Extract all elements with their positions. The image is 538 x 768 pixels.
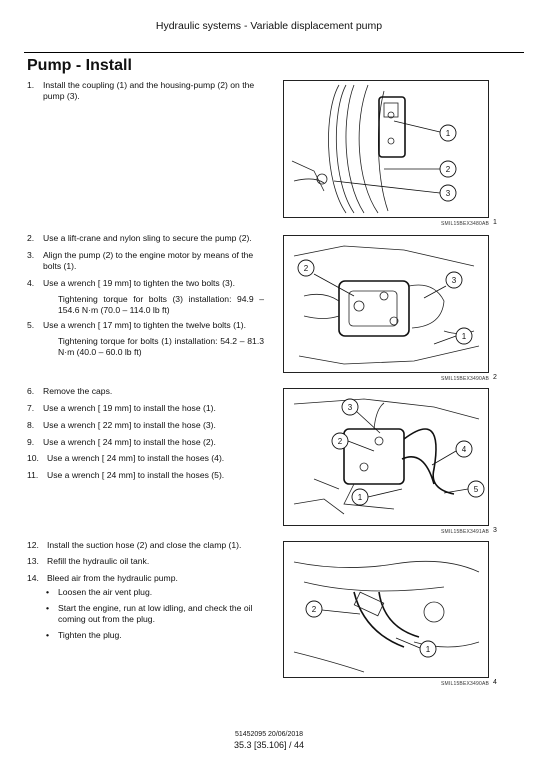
step-number: 6.	[27, 386, 35, 396]
step-number: 3.	[27, 250, 35, 260]
svg-text:2: 2	[311, 605, 317, 614]
step-text: Use a wrench [ 19 mm] to install the hose (1).	[43, 403, 216, 413]
step-9	[27, 437, 265, 448]
step-text: Use a wrench [ 24 mm] to install the hoses (4).	[47, 453, 225, 463]
step-10	[27, 453, 265, 464]
torque-note: Tightening torque for bolts (1) installation: 54.2 – 81.3 N·m (40.0 – 60.0 lb ft)	[58, 336, 264, 358]
step-text: Align the pump (2) to the engine motor by means of the bolts (1).	[43, 250, 254, 272]
bullet-dot: •	[46, 630, 50, 640]
figure-2-number: 2	[493, 374, 497, 381]
step-text: Use a lift-crane and nylon sling to secure the pump (2).	[43, 233, 252, 243]
figure-2-code: SMIL15BEX3490AB	[441, 376, 490, 382]
svg-text:2: 2	[303, 264, 309, 273]
step-number: 4.	[27, 278, 35, 288]
step-12	[27, 540, 265, 551]
step-1	[27, 80, 265, 102]
step-number: 12.	[27, 540, 39, 550]
bullet-text: Tighten the plug.	[58, 630, 122, 640]
step-number: 7.	[27, 403, 35, 413]
step-2	[27, 233, 265, 244]
callout-1	[434, 328, 472, 344]
step-14	[27, 573, 265, 584]
step-number: 5.	[27, 320, 35, 330]
bullet-text: Start the engine, run at low idling, and check the oil coming out from the plug.	[58, 603, 253, 625]
callout-4	[432, 441, 472, 465]
bullet-dot: •	[46, 603, 50, 613]
callout-2	[384, 161, 456, 177]
section-title: Pump - Install	[27, 57, 132, 74]
svg-text:4: 4	[461, 445, 467, 454]
footer-page-number: 35.3 [35.106] / 44	[233, 740, 305, 750]
figure-3-number: 3	[493, 527, 497, 534]
figure-1-code: SMIL15BEX3480AB	[441, 221, 490, 227]
callout-1	[396, 638, 436, 657]
step-text: Use a wrench [ 17 mm] to tighten the twelve bolts (1).	[43, 320, 246, 330]
step-text: Use a wrench [ 19 mm] to tighten the two bolts (3).	[43, 278, 236, 288]
callout-3	[334, 181, 456, 201]
step-text: Use a wrench [ 24 mm] to install the hoses (5).	[47, 470, 225, 480]
step-text: Bleed air from the hydraulic pump.	[47, 573, 178, 583]
bullet-item	[46, 603, 266, 625]
figure-3-illustration	[283, 388, 489, 526]
step-number: 9.	[27, 437, 35, 447]
step-11	[27, 470, 265, 481]
figure-4-illustration	[283, 541, 489, 678]
step-text: Remove the caps.	[43, 386, 113, 396]
svg-text:5: 5	[473, 485, 479, 494]
callout-3	[424, 272, 462, 298]
step-number: 10.	[27, 453, 39, 463]
step-5	[27, 320, 265, 331]
svg-text:3: 3	[445, 189, 451, 198]
step-13	[27, 556, 265, 567]
step-number: 11.	[27, 470, 39, 480]
callout-1	[394, 121, 456, 141]
figure-1-illustration	[283, 80, 489, 218]
step-text: Use a wrench [ 22 mm] to install the hose (3).	[43, 420, 216, 430]
callout-2	[306, 601, 360, 617]
callout-5	[444, 481, 484, 497]
figure-1-number: 1	[493, 219, 497, 226]
step-number: 8.	[27, 420, 35, 430]
step-number: 2.	[27, 233, 35, 243]
callout-2	[332, 433, 374, 451]
footer-document-code: 51452095 20/06/2018	[234, 731, 304, 738]
callout-1	[352, 489, 402, 505]
step-number: 14.	[27, 573, 39, 583]
figure-3-code: SMIL15BEX3491AB	[441, 529, 490, 535]
step-text: Refill the hydraulic oil tank.	[47, 556, 150, 566]
svg-text:3: 3	[347, 403, 353, 412]
svg-text:2: 2	[445, 165, 451, 174]
step-4	[27, 278, 265, 289]
header-divider	[24, 52, 524, 53]
step-8	[27, 420, 265, 431]
svg-text:3: 3	[451, 276, 457, 285]
step-number: 13.	[27, 556, 39, 566]
figure-4-code: SMIL15BEX3490AB	[441, 681, 490, 687]
torque-note: Tightening torque for bolts (3) installation: 94.9 – 154.6 N·m (70.0 – 114.0 lb ft)	[58, 294, 264, 316]
step-text: Use a wrench [ 24 mm] to install the hose (2).	[43, 437, 216, 447]
svg-text:1: 1	[357, 493, 363, 502]
bullet-dot: •	[46, 587, 50, 597]
svg-text:1: 1	[445, 129, 451, 138]
step-number: 1.	[27, 80, 35, 90]
figure-2-illustration	[283, 235, 489, 373]
step-text: Install the coupling (1) and the housing-pump (2) on the pump (3).	[43, 80, 255, 102]
figure-4-number: 4	[493, 679, 497, 686]
step-7	[27, 403, 265, 414]
step-text: Install the suction hose (2) and close the clamp (1).	[47, 540, 242, 550]
svg-text:1: 1	[461, 332, 467, 341]
step-3	[27, 250, 265, 272]
callout-2	[298, 260, 354, 296]
bullet-item	[46, 587, 266, 598]
page-header-title: Hydraulic systems - Variable displacement pump	[155, 20, 383, 32]
callout-3	[342, 399, 380, 433]
svg-text:2: 2	[337, 437, 343, 446]
bullet-item	[46, 630, 266, 641]
bullet-text: Loosen the air vent plug.	[58, 587, 153, 597]
step-6	[27, 386, 265, 397]
svg-text:1: 1	[425, 645, 431, 654]
